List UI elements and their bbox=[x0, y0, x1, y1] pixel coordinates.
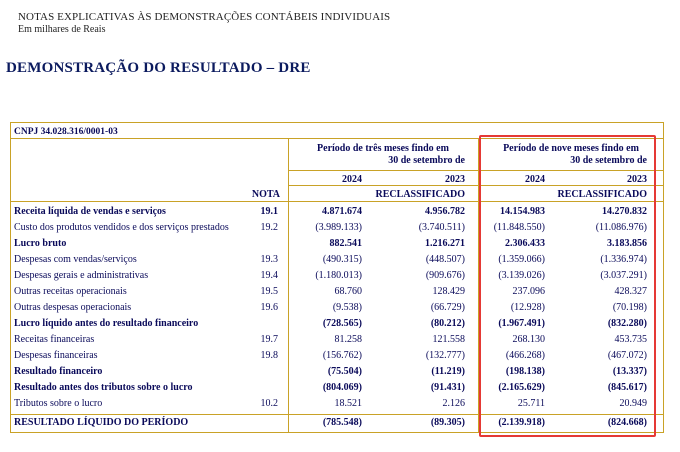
row-value-2024-nine-months: (1.967.491) bbox=[498, 318, 545, 329]
row-value-2024-three-months: (9.538) bbox=[332, 302, 362, 313]
reclassificado-nine-months: RECLASSIFICADO bbox=[557, 189, 647, 200]
row-value-2024-three-months: (804.069) bbox=[322, 382, 362, 393]
row-value-2024-nine-months: (198.138) bbox=[505, 366, 545, 377]
row-value-2024-nine-months: (1.359.066) bbox=[498, 254, 545, 265]
period9-header-line1: Período de nove meses findo em bbox=[503, 143, 639, 154]
row-value-2023-three-months: (11.219) bbox=[431, 366, 465, 377]
period3-header-line2: 30 de setembro de bbox=[388, 155, 465, 166]
row-value-2023-nine-months: (70.198) bbox=[612, 302, 647, 313]
row-value-2024-nine-months: (466.268) bbox=[505, 350, 545, 361]
row-value-2023-three-months: (3.740.511) bbox=[418, 222, 465, 233]
row-value-2024-three-months: (490.315) bbox=[322, 254, 362, 265]
row-nota: 19.7 bbox=[260, 334, 278, 345]
row-value-2024-three-months: 4.871.674 bbox=[322, 206, 362, 217]
row-value-2024-nine-months: (2.139.918) bbox=[498, 417, 545, 428]
row-value-2023-three-months: (80.212) bbox=[430, 318, 465, 329]
row-label: Lucro bruto bbox=[14, 238, 67, 249]
row-label: Outras receitas operacionais bbox=[14, 286, 127, 297]
row-value-2024-three-months: 68.760 bbox=[334, 286, 362, 297]
row-value-2024-three-months: (728.565) bbox=[322, 318, 362, 329]
year-2024-nine-months: 2024 bbox=[525, 174, 545, 185]
row-value-2024-three-months: (3.989.133) bbox=[315, 222, 362, 233]
row-label: Despesas gerais e administrativas bbox=[14, 270, 149, 281]
row-value-2024-nine-months: (3.139.026) bbox=[498, 270, 545, 281]
row-value-2023-three-months: (448.507) bbox=[425, 254, 465, 265]
cnpj: CNPJ 34.028.316/0001-03 bbox=[14, 127, 118, 137]
row-value-2023-three-months: 128.429 bbox=[432, 286, 465, 297]
row-value-2023-nine-months: 453.735 bbox=[614, 334, 647, 345]
rule-top bbox=[10, 122, 664, 123]
row-label: Despesas financeiras bbox=[14, 350, 98, 361]
row-value-2024-three-months: 18.521 bbox=[334, 398, 362, 409]
row-value-2023-nine-months: 3.183.856 bbox=[607, 238, 647, 249]
row-label: Custo dos produtos vendidos e dos serviços prestados bbox=[14, 222, 229, 233]
row-value-2023-three-months: (909.676) bbox=[425, 270, 465, 281]
row-value-2023-three-months: (66.729) bbox=[430, 302, 465, 313]
year-2023-nine-months: 2023 bbox=[627, 174, 647, 185]
row-nota: 19.3 bbox=[260, 254, 278, 265]
row-value-2023-three-months: 1.216.271 bbox=[425, 238, 465, 249]
row-value-2024-nine-months: 268.130 bbox=[512, 334, 545, 345]
vrule-right bbox=[663, 122, 664, 433]
row-value-2023-three-months: 2.126 bbox=[442, 398, 465, 409]
row-nota: 19.5 bbox=[260, 286, 278, 297]
row-nota: 10.2 bbox=[260, 398, 278, 409]
row-nota: 19.2 bbox=[260, 222, 278, 233]
nota-header: NOTA bbox=[251, 189, 280, 200]
row-nota: 19.1 bbox=[260, 206, 278, 217]
row-value-2023-nine-months: (832.280) bbox=[607, 318, 647, 329]
row-value-2023-nine-months: (13.337) bbox=[612, 366, 647, 377]
row-label: Tributos sobre o lucro bbox=[14, 398, 103, 409]
row-value-2024-three-months: 882.541 bbox=[329, 238, 362, 249]
row-value-2023-nine-months: (3.037.291) bbox=[600, 270, 647, 281]
row-label: Lucro líquido antes do resultado financeiro bbox=[14, 318, 199, 329]
row-value-2024-nine-months: 237.096 bbox=[512, 286, 545, 297]
row-value-2023-nine-months: (845.617) bbox=[607, 382, 647, 393]
year-2024-three-months: 2024 bbox=[342, 174, 362, 185]
row-value-2024-three-months: 81.258 bbox=[334, 334, 362, 345]
row-value-2023-nine-months: 20.949 bbox=[619, 398, 647, 409]
period9-header-line2: 30 de setembro de bbox=[570, 155, 647, 166]
row-nota: 19.4 bbox=[260, 270, 278, 281]
row-value-2023-nine-months: (824.668) bbox=[607, 417, 647, 428]
period3-header-line1: Período de três meses findo em bbox=[317, 143, 449, 154]
row-value-2023-three-months: (91.431) bbox=[430, 382, 465, 393]
row-value-2023-three-months: 121.558 bbox=[432, 334, 465, 345]
row-value-2024-nine-months: 2.306.433 bbox=[505, 238, 545, 249]
row-label: Receitas financeiras bbox=[14, 334, 95, 345]
vrule-three-months bbox=[288, 138, 289, 433]
page-title: DEMONSTRAÇÃO DO RESULTADO – DRE bbox=[6, 60, 311, 76]
row-value-2024-three-months: (1.180.013) bbox=[315, 270, 362, 281]
row-label: Despesas com vendas/serviços bbox=[14, 254, 137, 265]
row-value-2023-nine-months: 14.270.832 bbox=[602, 206, 647, 217]
row-label: Resultado antes dos tributos sobre o lucro bbox=[14, 382, 193, 393]
row-value-2023-three-months: 4.956.782 bbox=[425, 206, 465, 217]
row-value-2024-nine-months: (12.928) bbox=[510, 302, 545, 313]
row-value-2023-three-months: (89.305) bbox=[430, 417, 465, 428]
row-value-2024-three-months: (156.762) bbox=[322, 350, 362, 361]
row-value-2024-nine-months: 25.711 bbox=[517, 398, 545, 409]
currency-note: Em milhares de Reais bbox=[18, 24, 106, 35]
row-label: Resultado financeiro bbox=[14, 366, 103, 377]
row-value-2023-nine-months: (467.072) bbox=[607, 350, 647, 361]
row-value-2023-three-months: (132.777) bbox=[425, 350, 465, 361]
row-label: RESULTADO LÍQUIDO DO PERÍODO bbox=[14, 417, 189, 428]
notes-header: NOTAS EXPLICATIVAS ÀS DEMONSTRAÇÕES CONTÁBEIS INDIVIDUAIS bbox=[18, 11, 391, 23]
row-nota: 19.6 bbox=[260, 302, 278, 313]
row-value-2023-nine-months: 428.327 bbox=[614, 286, 647, 297]
row-value-2024-nine-months: 14.154.983 bbox=[500, 206, 545, 217]
row-nota: 19.8 bbox=[260, 350, 278, 361]
row-value-2024-three-months: (785.548) bbox=[322, 417, 362, 428]
nine-months-highlight-box bbox=[479, 135, 656, 437]
row-value-2024-three-months: (75.504) bbox=[327, 366, 362, 377]
row-label: Receita líquida de vendas e serviços bbox=[14, 206, 166, 217]
row-value-2023-nine-months: (1.336.974) bbox=[600, 254, 647, 265]
row-value-2024-nine-months: (2.165.629) bbox=[498, 382, 545, 393]
row-value-2024-nine-months: (11.848.550) bbox=[493, 222, 545, 233]
vrule-left bbox=[10, 122, 11, 433]
row-value-2023-nine-months: (11.086.976) bbox=[595, 222, 647, 233]
year-2023-three-months: 2023 bbox=[445, 174, 465, 185]
row-label: Outras despesas operacionais bbox=[14, 302, 132, 313]
reclassificado-three-months: RECLASSIFICADO bbox=[375, 189, 465, 200]
